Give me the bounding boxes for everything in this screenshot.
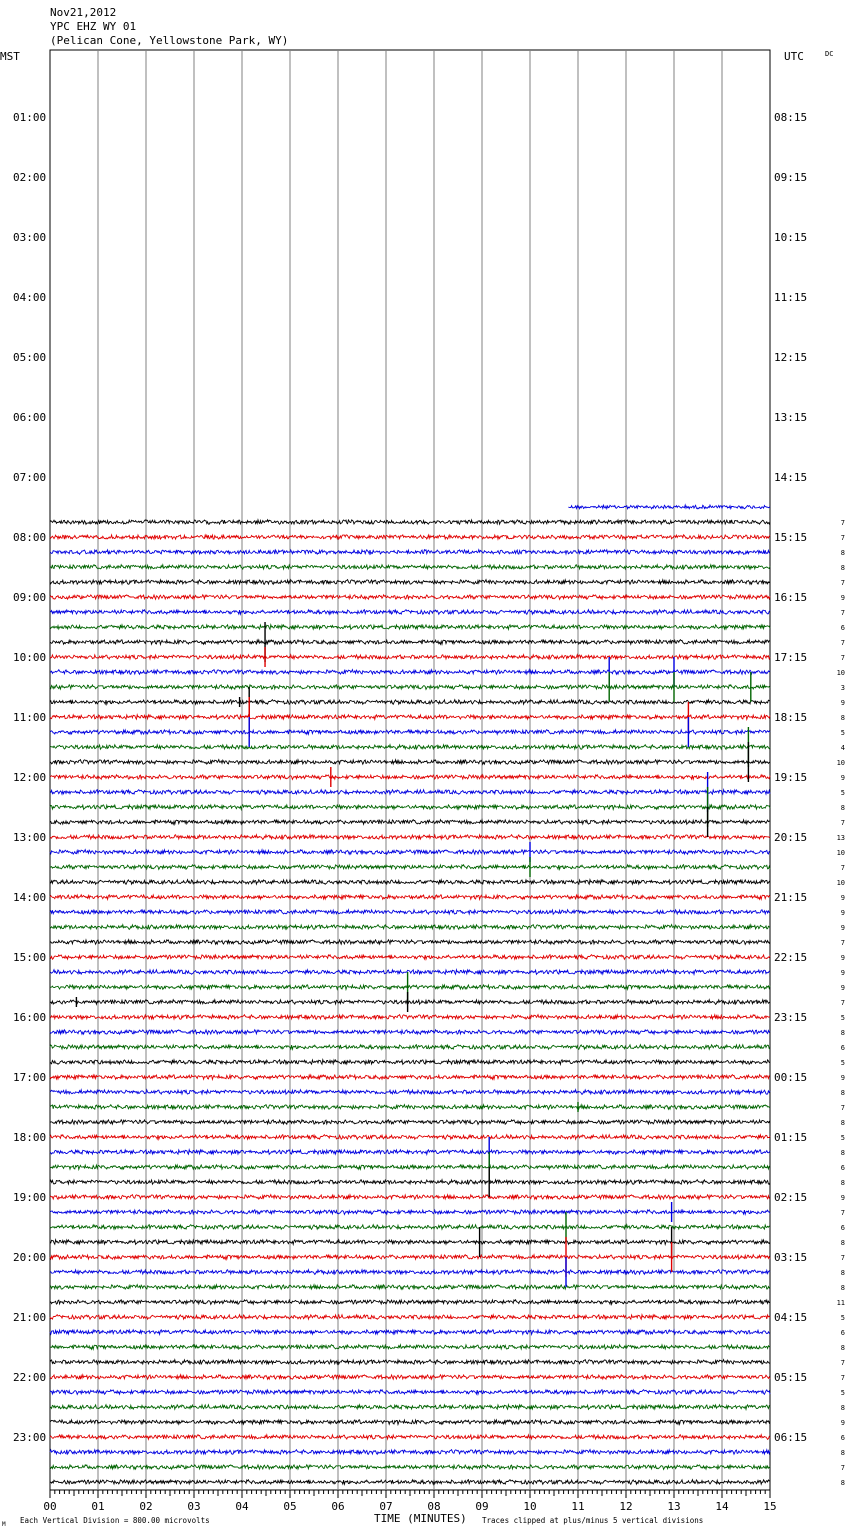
amplitude-value: 5 [840, 1389, 845, 1397]
trace-row-95 [50, 1480, 770, 1485]
x-tick-label: 03 [187, 1500, 201, 1513]
left-hour-label: 05:00 [13, 351, 47, 364]
right-hour-label: 12:15 [774, 351, 808, 364]
trace-row-78 [50, 1225, 770, 1230]
trace-row-59 [50, 940, 770, 945]
left-hour-label: 08:00 [13, 531, 47, 544]
trace-row-49 [50, 790, 770, 795]
trace-row-34 [50, 565, 770, 570]
trace-row-81 [50, 1270, 770, 1275]
trace-row-32 [50, 535, 770, 539]
amplitude-value: 9 [840, 699, 845, 707]
trace-row-55 [50, 880, 770, 885]
trace-row-68 [50, 1075, 770, 1080]
right-zone-label: UTC [784, 50, 804, 63]
trace-row-72 [50, 1135, 770, 1140]
scale-note: Each Vertical Division = 800.00 microvolts [20, 1516, 210, 1525]
trace-row-61 [50, 970, 770, 975]
left-hour-labels [13, 111, 46, 1444]
right-hour-label: 19:15 [774, 771, 808, 784]
left-hour-label: 02:00 [13, 171, 47, 184]
amplitude-value: 8 [840, 1449, 845, 1457]
x-tick-label: 04 [235, 1500, 249, 1513]
right-hour-label: 14:15 [774, 471, 808, 484]
right-hour-label: 10:15 [774, 231, 808, 244]
right-hour-label: 02:15 [774, 1191, 808, 1204]
trace-row-79 [50, 1240, 770, 1245]
trace-row-82 [50, 1285, 770, 1290]
trace-row-65 [50, 1030, 770, 1035]
trace-row-39 [50, 640, 770, 645]
amplitude-value: 9 [840, 984, 845, 992]
amplitude-value: 9 [840, 924, 845, 932]
left-hour-label: 16:00 [13, 1011, 47, 1024]
event-spikes [76, 622, 750, 1287]
amplitude-value: 6 [840, 624, 845, 632]
trace-row-50 [50, 805, 770, 810]
left-hour-label: 15:00 [13, 951, 47, 964]
trace-row-33 [50, 550, 770, 555]
amplitude-value: 7 [840, 819, 845, 827]
trace-row-60 [50, 955, 770, 960]
x-tick-label: 10 [523, 1500, 537, 1513]
amplitude-value: 9 [840, 1074, 845, 1082]
amplitude-value: 8 [840, 1284, 845, 1292]
right-hour-label: 11:15 [774, 291, 808, 304]
trace-row-51 [50, 820, 770, 825]
left-hour-label: 12:00 [13, 771, 47, 784]
clip-note: Traces clipped at plus/minus 5 vertical divisions [482, 1516, 704, 1525]
amplitude-value: 7 [840, 1254, 845, 1262]
amplitude-value: 7 [840, 999, 845, 1007]
amplitude-value: 9 [840, 954, 845, 962]
trace-row-43 [50, 700, 770, 705]
trace-row-74 [50, 1165, 770, 1170]
station-label: YPC EHZ WY 01 [50, 20, 137, 33]
trace-row-31 [50, 520, 770, 525]
amplitude-value: 8 [840, 804, 845, 812]
trace-row-40 [50, 655, 770, 660]
right-hour-label: 13:15 [774, 411, 808, 424]
left-hour-label: 17:00 [13, 1071, 47, 1084]
x-tick-label: 08 [427, 1500, 441, 1513]
amplitude-value: 7 [840, 609, 845, 617]
left-hour-label: 11:00 [13, 711, 47, 724]
amplitude-value: 7 [840, 579, 845, 587]
amplitude-value: 7 [840, 654, 845, 662]
x-tick-label: 09 [475, 1500, 489, 1513]
right-hour-label: 16:15 [774, 591, 808, 604]
amplitude-value: 8 [840, 1149, 845, 1157]
amplitude-value: 7 [840, 939, 845, 947]
amplitude-value: 8 [840, 1179, 845, 1187]
right-hour-label: 09:15 [774, 171, 808, 184]
trace-row-41 [50, 670, 770, 675]
x-tick-label: 05 [283, 1500, 297, 1513]
x-tick-label: 11 [571, 1500, 585, 1513]
amplitude-value: 7 [840, 1104, 845, 1112]
amplitude-value: 8 [840, 1089, 845, 1097]
x-tick-label: 14 [715, 1500, 729, 1513]
right-hour-label: 22:15 [774, 951, 808, 964]
amplitude-value: 7 [840, 519, 845, 527]
trace-row-86 [50, 1345, 770, 1350]
trace-row-75 [50, 1180, 770, 1185]
amplitude-value: 7 [840, 1209, 845, 1217]
amplitude-value: 8 [840, 549, 845, 557]
dc-label: DC [825, 50, 834, 58]
amplitude-value: 5 [840, 1314, 845, 1322]
x-tick-label: 02 [139, 1500, 153, 1513]
trace-row-58 [50, 925, 770, 930]
amplitude-value: 6 [840, 1044, 845, 1052]
amplitude-value: 4 [840, 744, 845, 752]
amplitude-value: 13 [836, 834, 845, 842]
trace-row-53 [50, 850, 770, 855]
right-hour-label: 06:15 [774, 1431, 808, 1444]
amplitude-value: 3 [840, 684, 845, 692]
amplitude-value: 6 [840, 1329, 845, 1337]
amplitude-value: 10 [836, 669, 845, 677]
trace-row-77 [50, 1210, 770, 1215]
amplitude-value: 8 [840, 1119, 845, 1127]
location-label: (Pelican Cone, Yellowstone Park, WY) [50, 34, 289, 47]
right-hour-label: 04:15 [774, 1311, 808, 1324]
left-hour-label: 09:00 [13, 591, 47, 604]
right-hour-label: 08:15 [774, 111, 808, 124]
x-axis [43, 1490, 776, 1513]
amplitude-value: 7 [840, 534, 845, 542]
amplitude-value: 5 [840, 1134, 845, 1142]
left-hour-label: 22:00 [13, 1371, 47, 1384]
amplitude-value: 6 [840, 1164, 845, 1172]
amplitude-value: 5 [840, 729, 845, 737]
trace-row-57 [50, 910, 770, 915]
bottom-left-mark: M [2, 1521, 6, 1528]
left-hour-label: 18:00 [13, 1131, 47, 1144]
left-hour-label: 21:00 [13, 1311, 47, 1324]
trace-row-54 [50, 865, 770, 870]
amplitude-value: 8 [840, 1239, 845, 1247]
amplitude-value: 7 [840, 639, 845, 647]
right-amplitude-values [837, 519, 845, 1487]
x-tick-label: 07 [379, 1500, 393, 1513]
x-tick-label: 13 [667, 1500, 681, 1513]
trace-row-91 [50, 1420, 770, 1425]
trace-row-87 [50, 1360, 770, 1365]
amplitude-value: 9 [840, 594, 845, 602]
trace-row-35 [50, 580, 770, 585]
left-hour-label: 20:00 [13, 1251, 47, 1264]
amplitude-value: 8 [840, 1479, 845, 1487]
amplitude-value: 8 [840, 1404, 845, 1412]
left-hour-label: 14:00 [13, 891, 47, 904]
left-hour-label: 01:00 [13, 111, 47, 124]
left-hour-label: 07:00 [13, 471, 47, 484]
trace-row-94 [50, 1465, 770, 1470]
x-tick-label: 00 [43, 1500, 57, 1513]
right-hour-label: 03:15 [774, 1251, 808, 1264]
amplitude-value: 5 [840, 789, 845, 797]
trace-row-73 [50, 1150, 770, 1155]
amplitude-value: 9 [840, 1194, 845, 1202]
amplitude-value: 7 [840, 1374, 845, 1382]
left-hour-label: 10:00 [13, 651, 47, 664]
trace-row-30 [568, 505, 770, 509]
trace-row-88 [50, 1375, 770, 1379]
trace-row-56 [50, 895, 770, 900]
left-hour-label: 23:00 [13, 1431, 47, 1444]
amplitude-value: 11 [836, 1299, 845, 1307]
right-hour-label: 05:15 [774, 1371, 808, 1384]
amplitude-value: 9 [840, 909, 845, 917]
amplitude-value: 7 [840, 1464, 845, 1472]
amplitude-value: 5 [840, 1014, 845, 1022]
trace-row-85 [50, 1330, 770, 1335]
left-zone-label: MST [0, 50, 20, 63]
seismic-traces [50, 505, 770, 1484]
trace-row-76 [50, 1195, 770, 1200]
trace-row-52 [50, 835, 770, 840]
right-hour-label: 00:15 [774, 1071, 808, 1084]
trace-row-63 [50, 1000, 770, 1005]
left-hour-label: 19:00 [13, 1191, 47, 1204]
amplitude-value: 8 [840, 1344, 845, 1352]
x-tick-label: 01 [91, 1500, 105, 1513]
trace-row-44 [50, 715, 770, 720]
amplitude-value: 10 [836, 759, 845, 767]
amplitude-value: 9 [840, 894, 845, 902]
amplitude-value: 6 [840, 1434, 845, 1442]
right-hour-label: 18:15 [774, 711, 808, 724]
amplitude-value: 9 [840, 969, 845, 977]
left-hour-label: 06:00 [13, 411, 47, 424]
amplitude-value: 5 [840, 1059, 845, 1067]
x-tick-label: 12 [619, 1500, 633, 1513]
trace-row-90 [50, 1405, 770, 1410]
trace-row-67 [50, 1060, 770, 1065]
amplitude-value: 8 [840, 1269, 845, 1277]
trace-row-42 [50, 685, 770, 690]
x-tick-label: 15 [763, 1500, 777, 1513]
left-hour-label: 03:00 [13, 231, 47, 244]
trace-row-62 [50, 985, 770, 990]
trace-row-64 [50, 1015, 770, 1020]
left-hour-label: 13:00 [13, 831, 47, 844]
date-label: Nov21,2012 [50, 6, 117, 19]
right-hour-label: 20:15 [774, 831, 808, 844]
amplitude-value: 7 [840, 1359, 845, 1367]
trace-row-47 [50, 760, 770, 765]
plot-frame [50, 50, 770, 1490]
trace-row-66 [50, 1045, 770, 1050]
trace-row-83 [50, 1300, 770, 1305]
trace-row-69 [50, 1090, 770, 1095]
trace-row-37 [50, 610, 770, 615]
x-tick-label: 06 [331, 1500, 345, 1513]
right-hour-label: 15:15 [774, 531, 808, 544]
trace-row-48 [50, 775, 770, 780]
right-hour-label: 17:15 [774, 651, 808, 664]
trace-row-93 [50, 1450, 770, 1455]
trace-row-46 [50, 745, 770, 750]
trace-row-45 [50, 730, 770, 735]
x-axis-title: TIME (MINUTES) [374, 1512, 467, 1525]
right-hour-label: 23:15 [774, 1011, 808, 1024]
trace-row-70 [50, 1105, 770, 1110]
amplitude-value: 8 [840, 1029, 845, 1037]
trace-row-89 [50, 1390, 770, 1395]
amplitude-value: 8 [840, 564, 845, 572]
trace-row-84 [50, 1315, 770, 1320]
amplitude-value: 9 [840, 774, 845, 782]
amplitude-value: 8 [840, 714, 845, 722]
left-hour-label: 04:00 [13, 291, 47, 304]
right-hour-label: 01:15 [774, 1131, 808, 1144]
trace-row-80 [50, 1255, 770, 1260]
trace-row-36 [50, 595, 770, 600]
amplitude-value: 10 [836, 849, 845, 857]
trace-row-71 [50, 1120, 770, 1125]
trace-row-38 [50, 625, 770, 630]
amplitude-value: 10 [836, 879, 845, 887]
right-hour-label: 21:15 [774, 891, 808, 904]
right-hour-labels [774, 111, 807, 1444]
amplitude-value: 6 [840, 1224, 845, 1232]
trace-row-92 [50, 1435, 770, 1440]
amplitude-value: 9 [840, 1419, 845, 1427]
amplitude-value: 7 [840, 864, 845, 872]
